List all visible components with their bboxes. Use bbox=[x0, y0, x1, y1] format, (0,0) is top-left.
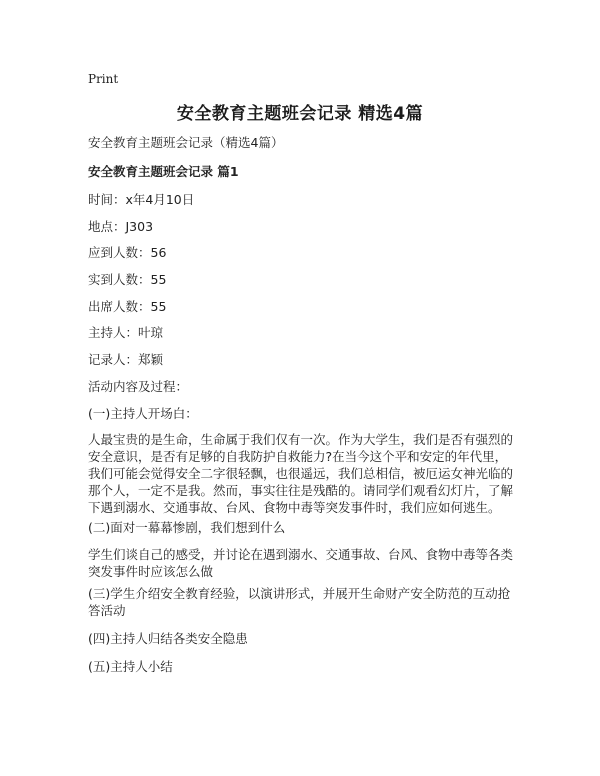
field-present-count: 出席人数：55 bbox=[88, 299, 167, 314]
section-heading: 安全教育主题班会记录 篇1 bbox=[88, 164, 239, 179]
print-link[interactable]: Print bbox=[88, 72, 119, 86]
field-place: 地点：J303 bbox=[88, 219, 154, 234]
step-1-heading: (一)主持人开场白： bbox=[88, 406, 198, 421]
step-2-paragraph: 学生们谈自己的感受，并讨论在遇到溺水、交通事故、台风、食物中毒等各类突发事件时应该怎么做 bbox=[88, 547, 514, 579]
step-1-paragraph: 人最宝贵的是生命，生命属于我们仅有一次。作为大学生，我们是否有强烈的安全意识，是否有足够的自我防护自救能力?在当今这个平和安定的年代里，我们可能会觉得安全二字很轻飘，也很遥远，我们总相信，被厄运女神光临的那个人，一定不是我。然而，事实往往是残酷的。请同学们观看幻灯片，了解下遇到溺水、交通事故、台风、食物中毒等突发事件时，我们应如何逃生。 bbox=[88, 432, 514, 515]
document-subtitle: 安全教育主题班会记录（精选4篇） bbox=[88, 135, 284, 150]
step-3-heading: (三)学生介绍安全教育经验，以演讲形式，并展开生命财产安全防范的互动抢答活动 bbox=[88, 586, 511, 618]
field-recorder: 记录人：郑颖 bbox=[88, 352, 164, 367]
step-5-heading: (五)主持人小结 bbox=[88, 659, 173, 674]
field-actual-count: 实到人数：55 bbox=[88, 272, 167, 287]
step-2-heading: (二)面对一幕幕惨剧，我们想到什么 bbox=[88, 520, 286, 535]
field-expected-count: 应到人数：56 bbox=[88, 245, 167, 260]
field-process-label: 活动内容及过程： bbox=[88, 379, 189, 394]
field-time: 时间：x年4月10日 bbox=[88, 192, 195, 207]
step-4-heading: (四)主持人归结各类安全隐患 bbox=[88, 631, 248, 646]
page-title: 安全教育主题班会记录 精选4篇 bbox=[176, 104, 424, 124]
field-host: 主持人：叶琼 bbox=[88, 325, 164, 340]
